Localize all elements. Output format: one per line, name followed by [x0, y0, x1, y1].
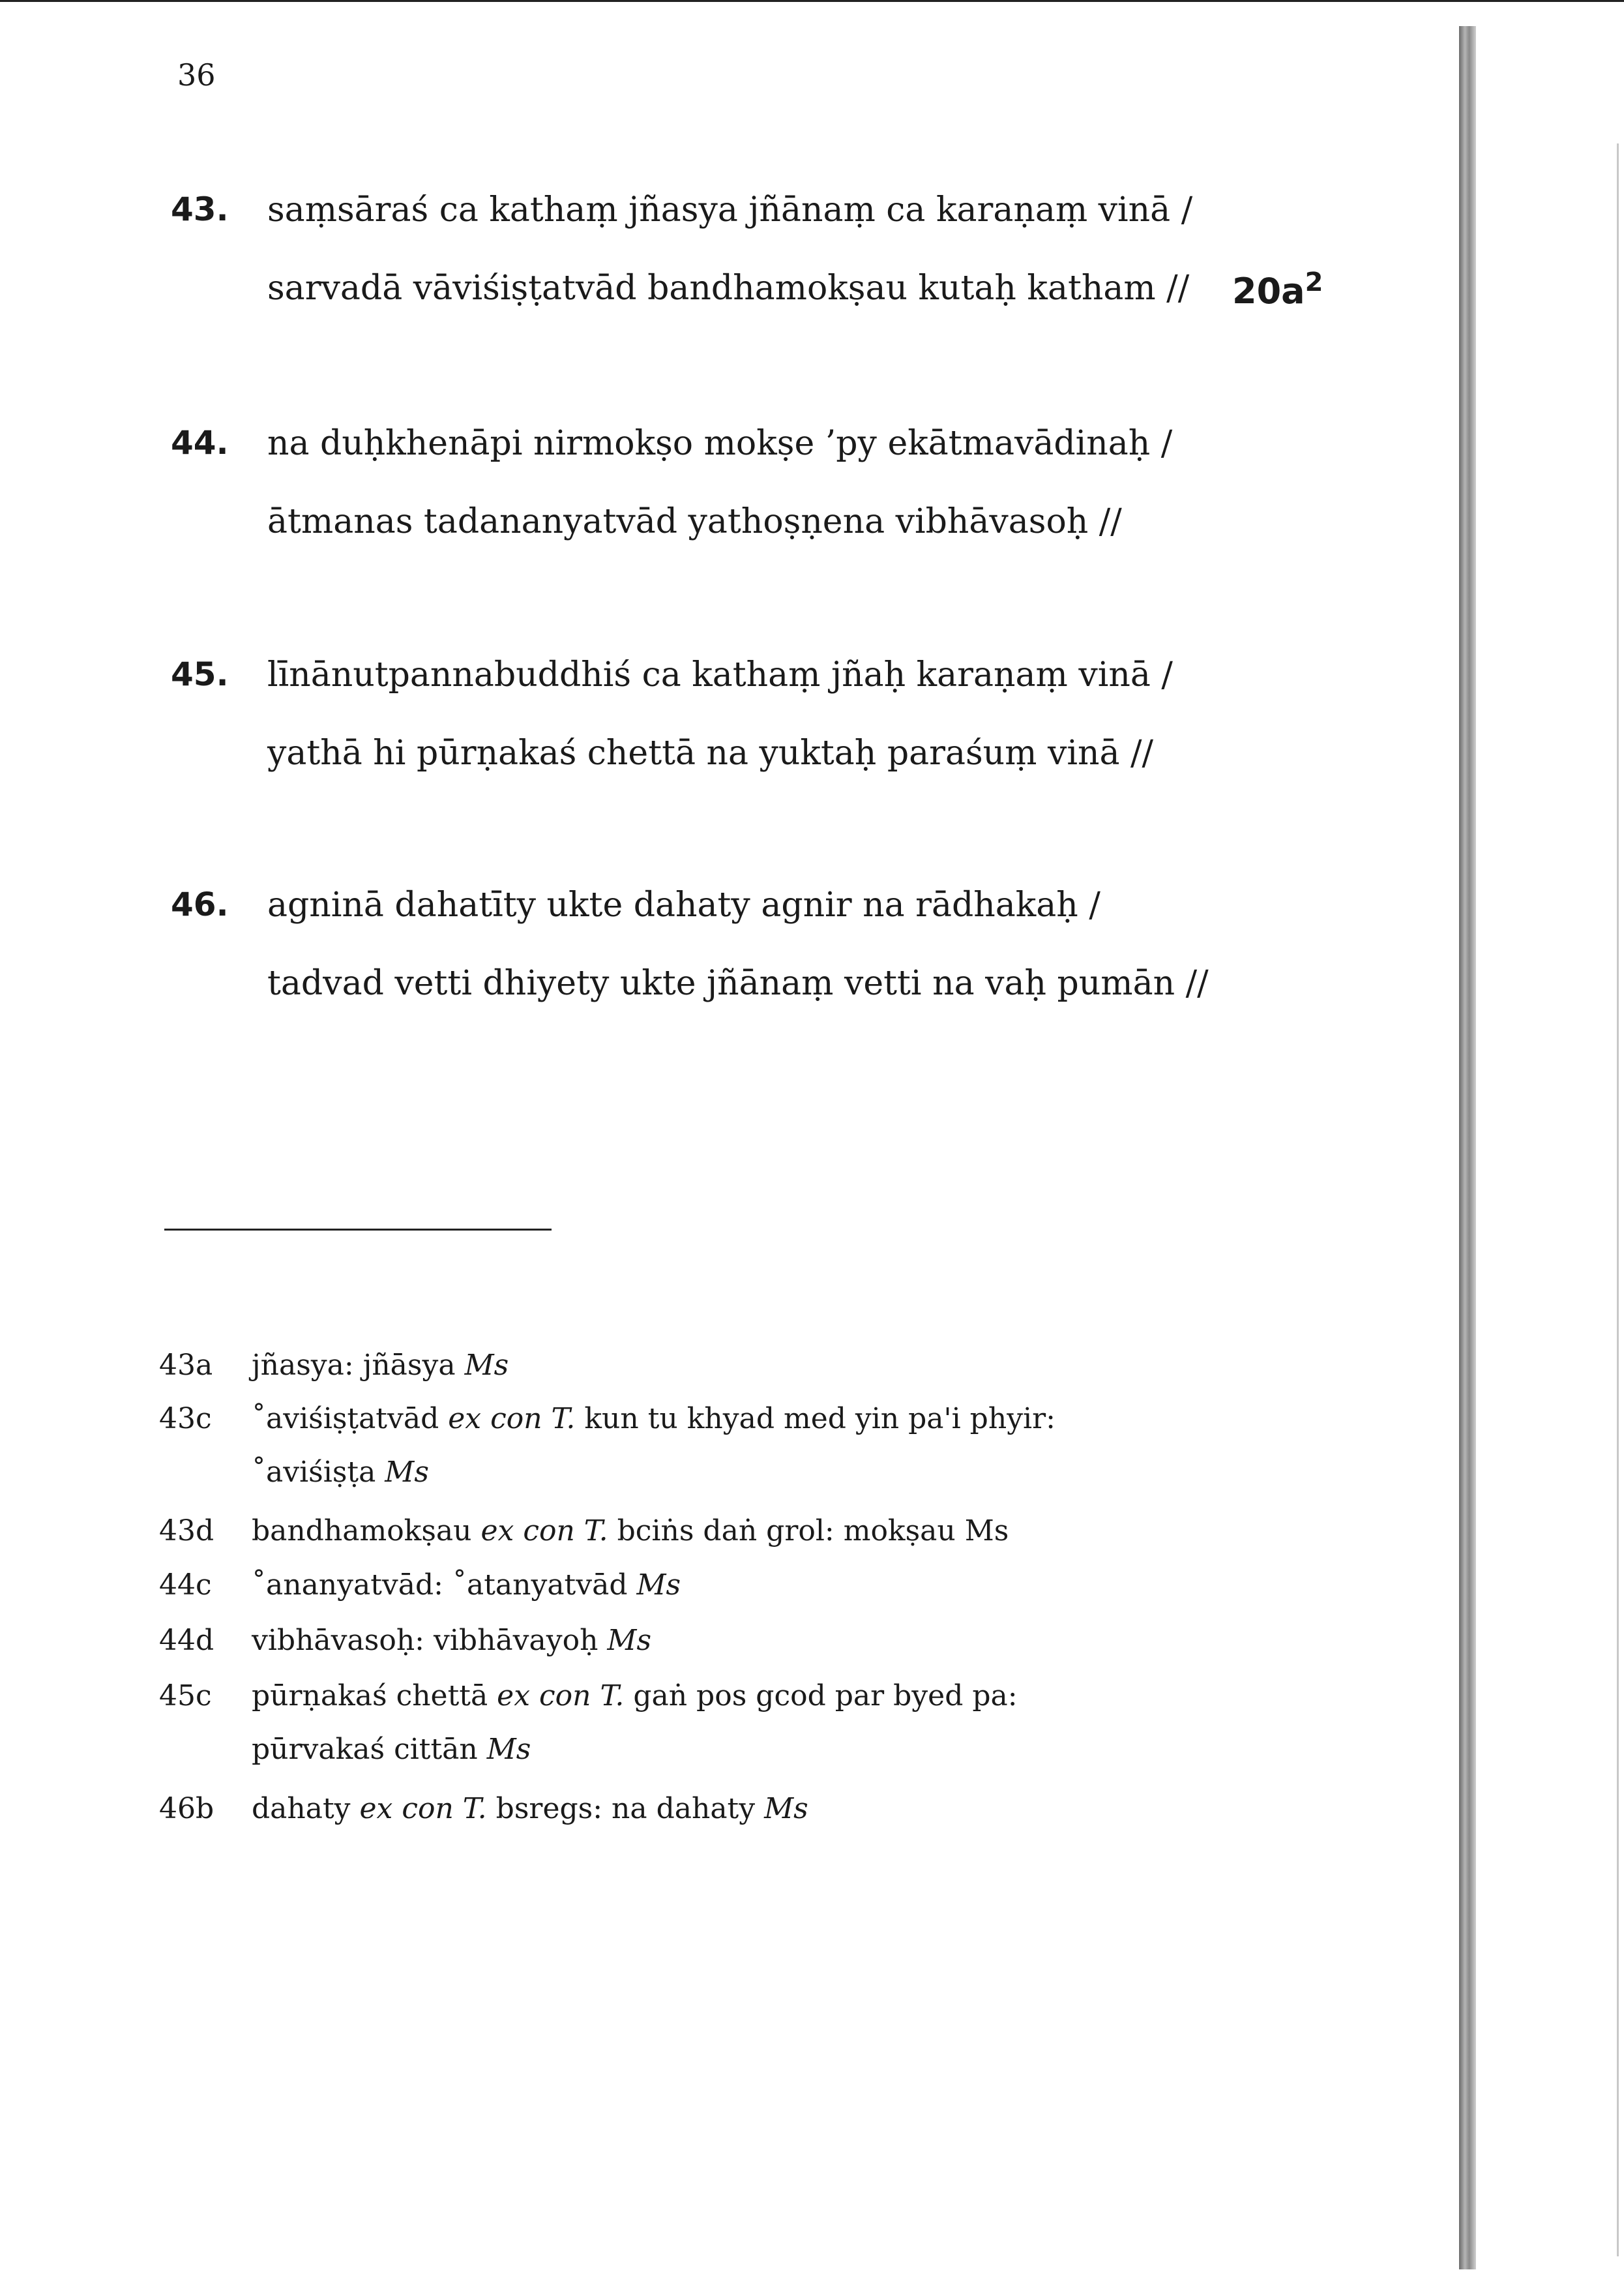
- footnote-continuation: ˚aviśiṣṭa Ms: [252, 1456, 429, 1489]
- footnote-text: ˚aviśiṣṭatvād ex con T. kun tu khyad med yin pa'i phyir:: [252, 1402, 1056, 1435]
- verse-line: ātmanas tadananyatvād yathoṣṇena vibhāvasoḥ //: [267, 502, 1122, 541]
- footnote-text: dahaty ex con T. bsregs: na dahaty Ms: [252, 1792, 808, 1825]
- verse-line: yathā hi pūrṇakaś chettā na yuktaḥ paraśuṃ vinā //: [267, 734, 1154, 773]
- footnote-text: jñasya: jñāsya Ms: [252, 1349, 509, 1382]
- top-scan-edge: [0, 0, 1624, 2]
- footnote-label: 43c: [159, 1402, 212, 1435]
- footnote-label: 45c: [159, 1679, 212, 1712]
- verse-line: na duḥkhenāpi nirmokṣo mokṣe ’py ekātmavādinaḥ /: [267, 424, 1173, 463]
- footnote-label: 44d: [159, 1624, 214, 1657]
- verse-line: saṃsāraś ca kathaṃ jñasya jñānaṃ ca karaṇaṃ vinā /: [267, 190, 1193, 230]
- verse-line: sarvadā vāviśiṣṭatvād bandhamokṣau kutaḥ katham //: [267, 269, 1190, 308]
- footnote-text: bandhamokṣau ex con T. bciṅs daṅ grol: mokṣau Ms: [252, 1514, 1009, 1547]
- folio-superscript: 2: [1305, 267, 1323, 297]
- page-number: 36: [177, 57, 216, 93]
- footnote-label: 43d: [159, 1514, 214, 1547]
- footnote-label: 43a: [159, 1349, 213, 1382]
- right-page-edge: [1617, 143, 1619, 2256]
- folio-marker: [1232, 267, 1323, 312]
- verse-number: 44.: [171, 424, 229, 462]
- folio-label: 20a: [1232, 271, 1305, 312]
- footnote-label: 46b: [159, 1792, 214, 1825]
- verse-line: līnānutpannabuddhiś ca kathaṃ jñaḥ karaṇaṃ vinā /: [267, 655, 1173, 695]
- footnote-text: vibhāvasoḥ: vibhāvayoḥ Ms: [252, 1624, 652, 1657]
- right-binding-shadow: [1459, 26, 1476, 2269]
- verse-line: tadvad vetti dhiyety ukte jñānaṃ vetti na vaḥ pumān //: [267, 964, 1209, 1003]
- verse-number: 46.: [171, 886, 229, 923]
- footnote-text: ˚ananyatvād: ˚atanyatvād Ms: [252, 1568, 681, 1602]
- footnote-continuation: pūrvakaś cittān Ms: [252, 1733, 531, 1766]
- footnote-label: 44c: [159, 1568, 212, 1602]
- verse-number: 43.: [171, 190, 229, 228]
- verse-line: agninā dahatīty ukte dahaty agnir na rādhakaḥ /: [267, 886, 1100, 925]
- footnote-text: pūrṇakaś chettā ex con T. gaṅ pos gcod par byed pa:: [252, 1679, 1018, 1712]
- footnote-separator: [164, 1229, 552, 1231]
- verse-number: 45.: [171, 655, 229, 693]
